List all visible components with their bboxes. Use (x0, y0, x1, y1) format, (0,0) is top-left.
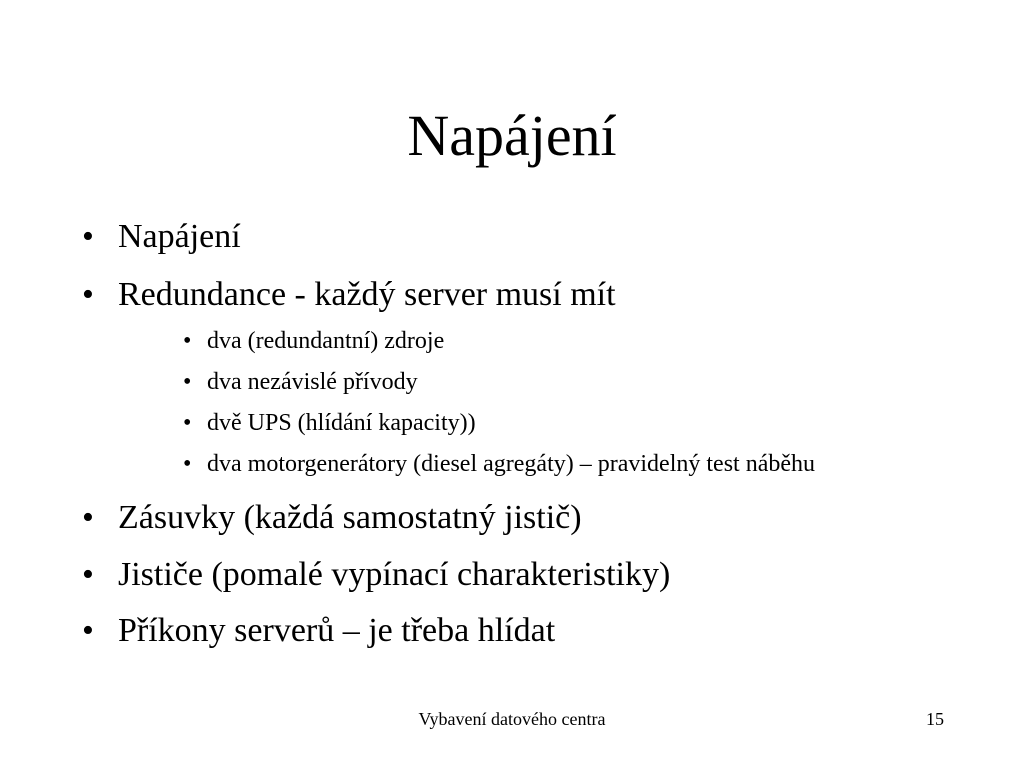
sub-bullet-text: dva motorgenerátory (diesel agregáty) – pravidelný test náběhu (207, 451, 816, 477)
bullet-item-redundance (82, 273, 616, 317)
bullet-item-prikony (82, 609, 555, 653)
sub-bullet-item-motorgeneratory (183, 449, 815, 479)
sub-bullet-item-zdroje (183, 326, 444, 356)
sub-bullet-item-privody (183, 367, 418, 397)
bullet-glyph: • (82, 218, 94, 255)
bullet-glyph: • (82, 499, 94, 536)
sub-bullet-text: dva (redundantní) zdroje (207, 328, 445, 354)
bullet-text: Příkony serverů – je třeba hlídat (118, 612, 556, 649)
sub-bullet-glyph: • (183, 369, 192, 395)
sub-bullet-item-ups (183, 408, 476, 438)
bullet-text: Jističe (pomalé vypínací charakteristiky) (118, 556, 671, 593)
bullet-text: Redundance - každý server musí mít (118, 276, 616, 313)
footer-title: Vybavení datového centra (418, 709, 606, 729)
sub-bullet-glyph: • (183, 451, 192, 477)
bullet-text: Napájení (118, 218, 241, 255)
sub-bullet-glyph: • (183, 410, 192, 436)
page-number: 15 (926, 709, 944, 729)
sub-bullet-text: dvě UPS (hlídání kapacity)) (207, 410, 476, 436)
bullet-text: Zásuvky (každá samostatný jistič) (118, 499, 582, 536)
sub-bullet-glyph: • (183, 328, 192, 354)
bullet-item-zasuvky (82, 496, 582, 540)
bullet-glyph: • (82, 556, 94, 593)
bullet-glyph: • (82, 276, 94, 313)
bullet-item-jistice (82, 553, 670, 597)
bullet-item-napajeni (82, 215, 241, 259)
slide-title: Napájení (407, 103, 617, 168)
sub-bullet-text: dva nezávislé přívody (207, 369, 418, 395)
bullet-glyph: • (82, 612, 94, 649)
